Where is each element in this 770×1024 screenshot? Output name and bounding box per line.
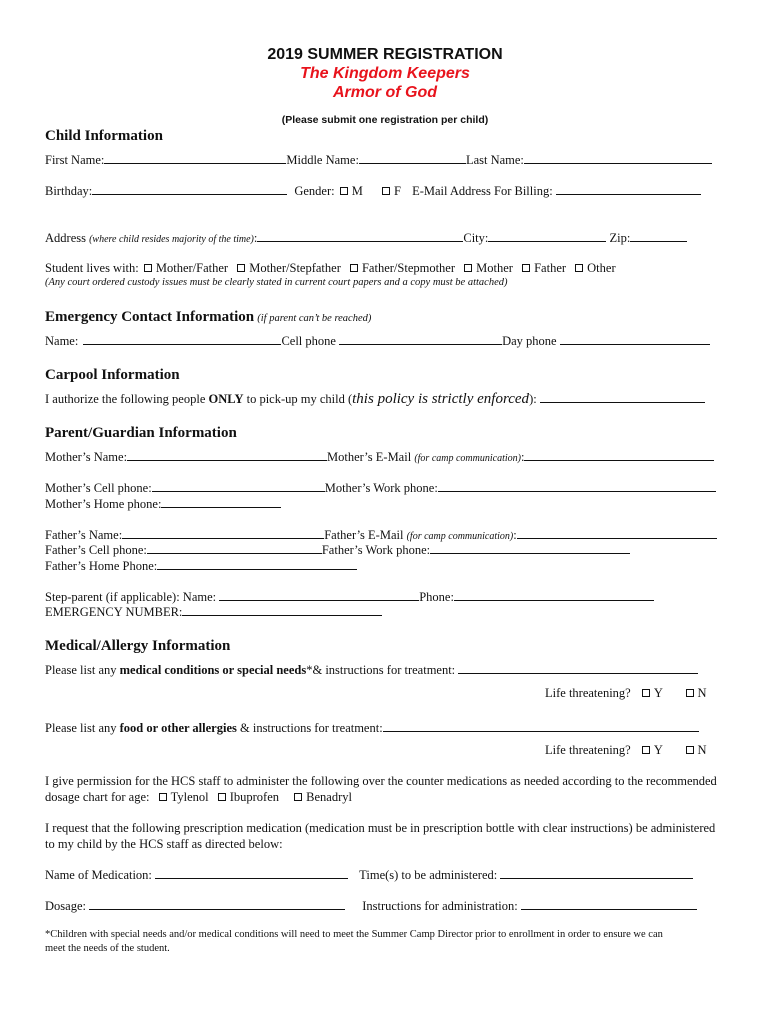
father-home-label: Father’s Home Phone: bbox=[45, 559, 158, 573]
emergency-day-label: Day phone bbox=[502, 334, 557, 348]
instructions-field[interactable] bbox=[521, 898, 697, 910]
camp-note: (for camp communication) bbox=[414, 453, 521, 464]
life-no-checkbox[interactable] bbox=[686, 689, 694, 697]
allergy-post: & instructions for treatment: bbox=[240, 721, 383, 735]
no-label: N bbox=[697, 743, 707, 757]
program-theme: Armor of God bbox=[333, 84, 437, 101]
conditions-field[interactable] bbox=[458, 662, 698, 674]
life-threatening-row-2 bbox=[545, 743, 707, 758]
email-billing-field[interactable] bbox=[556, 183, 701, 195]
option-label: Father/Stepmother bbox=[361, 261, 456, 275]
emergency-name-field[interactable] bbox=[83, 333, 281, 345]
medical-heading: Medical/Allergy Information bbox=[45, 638, 231, 654]
mother-cell-row bbox=[45, 480, 716, 496]
no-label: N bbox=[697, 686, 707, 700]
conditions-text: Please list any bbox=[45, 663, 117, 677]
last-name-label: Last Name: bbox=[465, 153, 524, 167]
father-name-field[interactable] bbox=[122, 527, 324, 539]
last-name-field[interactable] bbox=[524, 152, 712, 164]
father-cell-label: Father’s Cell phone: bbox=[45, 543, 147, 557]
program-name: The Kingdom Keepers bbox=[300, 65, 470, 82]
first-name-field[interactable] bbox=[104, 152, 286, 164]
carpool-text-mid: to pick-up my child ( bbox=[246, 392, 353, 406]
emergency-name-label: Name: bbox=[45, 334, 79, 348]
birthday-label: Birthday: bbox=[45, 184, 93, 198]
yes-label: Y bbox=[653, 686, 663, 700]
gender-m-label: M bbox=[351, 184, 363, 198]
middle-name-field[interactable] bbox=[359, 152, 466, 164]
dosage-row bbox=[45, 898, 697, 914]
father-email-field[interactable] bbox=[517, 527, 717, 539]
times-field[interactable] bbox=[500, 867, 693, 879]
life-threatening-label: Life threatening? bbox=[545, 743, 631, 757]
tylenol-label: Tylenol bbox=[170, 790, 209, 804]
address-row bbox=[45, 230, 687, 246]
mother-father-checkbox[interactable] bbox=[144, 264, 152, 272]
mother-email-label: Mother’s E-Mail bbox=[327, 450, 412, 464]
mother-name-row bbox=[45, 449, 714, 465]
name-row bbox=[45, 152, 712, 168]
emergency-heading-row bbox=[45, 309, 371, 326]
father-name-label: Father’s Name: bbox=[45, 528, 123, 542]
father-work-label: Father’s Work phone: bbox=[321, 543, 431, 557]
lives-with-label: Student lives with: bbox=[45, 261, 139, 275]
father-home-row bbox=[45, 558, 357, 574]
emergency-heading: Emergency Contact Information bbox=[45, 309, 255, 325]
emergency-number-label: EMERGENCY NUMBER: bbox=[45, 605, 183, 619]
mother-home-field[interactable] bbox=[161, 496, 281, 508]
city-field[interactable] bbox=[488, 230, 606, 242]
tylenol-checkbox[interactable] bbox=[159, 793, 167, 801]
yes-label: Y bbox=[653, 743, 663, 757]
medication-row bbox=[45, 867, 693, 883]
carpool-text-end: ): bbox=[529, 392, 537, 406]
middle-name-label: Middle Name: bbox=[286, 153, 359, 167]
ibuprofen-checkbox[interactable] bbox=[218, 793, 226, 801]
form-title: 2019 SUMMER REGISTRATION bbox=[267, 46, 503, 63]
emergency-note: (if parent can’t be reached) bbox=[257, 313, 372, 324]
address-field[interactable] bbox=[257, 230, 463, 242]
address-label: Address bbox=[45, 231, 86, 245]
carpool-row bbox=[45, 391, 705, 408]
conditions-row bbox=[45, 662, 698, 678]
option-label: Mother/Stepfather bbox=[249, 261, 341, 275]
life-yes-checkbox[interactable] bbox=[642, 746, 650, 754]
dosage-label: Dosage: bbox=[45, 899, 86, 913]
city-label: City: bbox=[463, 231, 489, 245]
gender-f-label: F bbox=[393, 184, 401, 198]
step-phone-label: Phone: bbox=[419, 590, 454, 604]
father-home-field[interactable] bbox=[157, 558, 357, 570]
carpool-field[interactable] bbox=[540, 391, 705, 403]
footnote-line-1: *Children with special needs and/or medical conditions will need to meet the Summer Camp Director prior to enrollment in order to ensure we can bbox=[45, 929, 663, 940]
carpool-only: ONLY bbox=[208, 392, 244, 406]
allergy-text: Please list any bbox=[45, 721, 117, 735]
step-parent-field[interactable] bbox=[219, 589, 419, 601]
otc-label: dosage chart for age: bbox=[45, 790, 150, 804]
custody-note: (Any court ordered custody issues must be clearly stated in current court papers and a copy must be attached) bbox=[45, 277, 508, 288]
instructions-label: Instructions for administration: bbox=[362, 899, 518, 913]
mother-home-label: Mother’s Home phone: bbox=[45, 497, 162, 511]
emergency-cell-field[interactable] bbox=[339, 333, 502, 345]
conditions-bold: medical conditions or special needs bbox=[119, 663, 307, 677]
med-name-field[interactable] bbox=[155, 867, 348, 879]
zip-field[interactable] bbox=[630, 230, 687, 242]
carpool-text: I authorize the following people bbox=[45, 392, 206, 406]
benadryl-checkbox[interactable] bbox=[294, 793, 302, 801]
option-label: Mother/Father bbox=[155, 261, 229, 275]
carpool-heading: Carpool Information bbox=[45, 367, 180, 383]
rx-line-1: I request that the following prescription medication (medication must be in prescription bottle with clear instructions) be administered bbox=[45, 821, 716, 835]
address-note: (where child resides majority of the time) bbox=[89, 234, 254, 245]
registration-note: (Please submit one registration per child) bbox=[281, 114, 489, 126]
allergy-bold: food or other allergies bbox=[119, 721, 237, 735]
emergency-row bbox=[45, 333, 710, 349]
life-yes-checkbox[interactable] bbox=[642, 689, 650, 697]
med-name-label: Name of Medication: bbox=[45, 868, 152, 882]
camp-note: (for camp communication) bbox=[406, 531, 514, 542]
colon: : bbox=[513, 528, 517, 542]
gender-m-checkbox[interactable] bbox=[340, 187, 348, 195]
child-info-heading: Child Information bbox=[45, 128, 163, 144]
life-threatening-label: Life threatening? bbox=[545, 686, 631, 700]
zip-label: Zip: bbox=[609, 231, 631, 245]
gender-f-checkbox[interactable] bbox=[382, 187, 390, 195]
life-threatening-row-1 bbox=[545, 686, 707, 701]
carpool-policy: this policy is strictly enforced bbox=[352, 391, 530, 407]
mother-work-label: Mother’s Work phone: bbox=[324, 481, 438, 495]
step-phone-field[interactable] bbox=[454, 589, 654, 601]
allergy-field[interactable] bbox=[383, 720, 699, 732]
times-label: Time(s) to be administered: bbox=[359, 868, 498, 882]
option-label: Mother bbox=[476, 261, 513, 275]
dosage-field[interactable] bbox=[89, 898, 345, 910]
option-label: Father bbox=[534, 261, 567, 275]
colon: : bbox=[520, 450, 525, 464]
step-parent-row bbox=[45, 589, 654, 605]
mother-home-row bbox=[45, 496, 281, 512]
otc-line-1: I give permission for the HCS staff to administer the following over the counter medications as needed according to the recommended bbox=[45, 774, 717, 788]
otc-line-2 bbox=[45, 790, 352, 805]
birthday-row bbox=[45, 183, 701, 199]
father-stepmother-checkbox[interactable] bbox=[350, 264, 358, 272]
mother-cell-label: Mother’s Cell phone: bbox=[45, 481, 152, 495]
emergency-cell-label: Cell phone bbox=[281, 334, 336, 348]
life-no-checkbox[interactable] bbox=[686, 746, 694, 754]
footnote-line-2: meet the needs of the student. bbox=[45, 943, 170, 954]
mother-email-field[interactable] bbox=[524, 449, 714, 461]
ibuprofen-label: Ibuprofen bbox=[229, 790, 280, 804]
birthday-field[interactable] bbox=[92, 183, 287, 195]
benadryl-label: Benadryl bbox=[306, 790, 352, 804]
emergency-number-field[interactable] bbox=[182, 604, 382, 616]
father-cell-row bbox=[45, 542, 630, 558]
emergency-day-field[interactable] bbox=[560, 333, 710, 345]
parent-heading: Parent/Guardian Information bbox=[45, 425, 237, 441]
father-name-row bbox=[45, 527, 717, 543]
allergy-row bbox=[45, 720, 699, 736]
other-checkbox[interactable] bbox=[575, 264, 583, 272]
mother-name-label: Mother’s Name: bbox=[45, 450, 128, 464]
mother-checkbox[interactable] bbox=[464, 264, 472, 272]
rx-line-2: to my child by the HCS staff as directed below: bbox=[45, 837, 283, 851]
mother-cell-field[interactable] bbox=[152, 480, 325, 492]
father-work-field[interactable] bbox=[430, 542, 630, 554]
email-billing-label: E-Mail Address For Billing: bbox=[412, 184, 553, 198]
father-cell-field[interactable] bbox=[147, 542, 322, 554]
father-email-label: Father’s E-Mail bbox=[324, 528, 404, 542]
emergency-number-row bbox=[45, 604, 382, 620]
father-checkbox[interactable] bbox=[522, 264, 530, 272]
first-name-label: First Name: bbox=[45, 153, 105, 167]
address-colon: : bbox=[253, 231, 258, 245]
mother-stepfather-checkbox[interactable] bbox=[237, 264, 245, 272]
conditions-post: *& instructions for treatment: bbox=[306, 663, 456, 677]
mother-work-field[interactable] bbox=[438, 480, 716, 492]
mother-name-field[interactable] bbox=[127, 449, 327, 461]
gender-label: Gender: bbox=[294, 184, 335, 198]
lives-with-row bbox=[45, 261, 616, 276]
option-label: Other bbox=[587, 261, 616, 275]
step-parent-label: Step-parent (if applicable): Name: bbox=[45, 590, 217, 604]
